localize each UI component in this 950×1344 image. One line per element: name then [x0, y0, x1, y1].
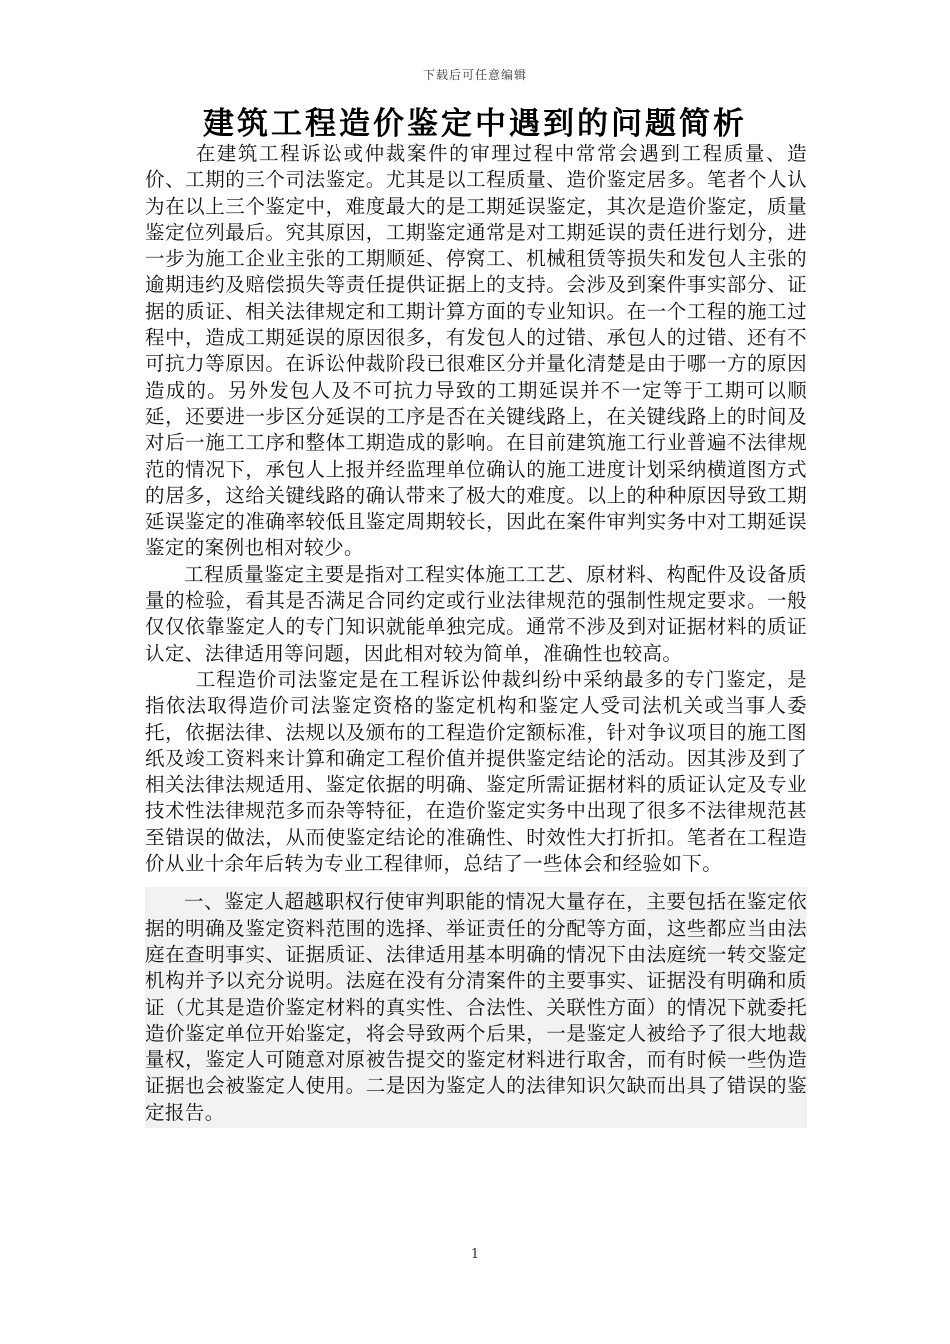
document-title: 建筑工程造价鉴定中遇到的问题简析 — [203, 106, 747, 142]
paragraph-quality-appraisal: 工程质量鉴定主要是指对工程实体施工工艺、原材料、构配件及设备质量的检验，看其是否满足合同约定或行业法律规范的强制性规定要求。一般仅仅依靠鉴定人的专门知识就能单独完成。通常不涉及到对证据材料的质证认定、法律适用等问题，因此相对较为简单，准确性也较高。 — [145, 562, 807, 665]
paragraph-cost-appraisal: 工程造价司法鉴定是在工程诉讼仲裁纠纷中采纳最多的专门鉴定，是指依法取得造价司法鉴定资格的鉴定机构和鉴定人受司法机关或当事人委托，依据法律、法规以及颁布的工程造价定额标准，针对争议项目的施工图纸及竣工资料来计算和确定工程价值并提供鉴定结论的活动。因其涉及到了相关法律法规适用、鉴定依据的明确、鉴定所需证据材料的质证认定及专业技术性法律规范多而杂等特征，在造价鉴定实务中出现了很多不法律规范甚至错误的做法，从而使鉴定结论的准确性、时效性大打折扣。笔者在工程造价从业十余年后转为专业工程律师，总结了一些体会和经验如下。 — [145, 667, 807, 876]
paragraph-issue-one: 一、鉴定人超越职权行使审判职能的情况大量存在，主要包括在鉴定依据的明确及鉴定资料范围的选择、举证责任的分配等方面，这些都应当由法庭在查明事实、证据质证、法律适用基本明确的情况下由法庭统一转交鉴定机构并予以充分说明。法庭在没有分清案件的主要事实、证据没有明确和质证（尤其是造价鉴定材料的真实性、合法性、关联性方面）的情况下就委托造价鉴定单位开始鉴定，将会导致两个后果，一是鉴定人被给予了很大地裁量权，鉴定人可随意对原被告提交的鉴定材料进行取舍，而有时候一些伪造证据也会被鉴定人使用。二是因为鉴定人的法律知识欠缺而出具了错误的鉴定报告。 — [145, 887, 807, 1128]
header-note: 下载后可任意编辑 — [422, 68, 527, 82]
document-body — [145, 141, 807, 1128]
page-number: 1 — [470, 1247, 480, 1262]
paragraph-schedule-delay-appraisal: 在建筑工程诉讼或仲裁案件的审理过程中常常会遇到工程质量、造价、工期的三个司法鉴定。尤其是以工程质量、造价鉴定居多。笔者个人认为在以上三个鉴定中，难度最大的是工期延误鉴定，其次是造价鉴定，质量鉴定位列最后。究其原因，工期鉴定通常是对工期延误的责任进行划分，进一步为施工企业主张的工期顺延、停窝工、机械租赁等损失和发包人主张的逾期违约及赔偿损失等责任提供证据上的支持。会涉及到案件事实部分、证据的质证、相关法律规定和工期计算方面的专业知识。在一个工程的施工过程中，造成工期延误的原因很多，有发包人的过错、承包人的过错、还有不可抗力等原因。在诉讼仲裁阶段已很难区分并量化清楚是由于哪一方的原因造成的。另外发包人及不可抗力导致的工期延误并不一定等于工期可以顺延，还要进一步区分延误的工序是否在关键线路上，在关键线路上的时间及对后一施工工序和整体工期造成的影响。在目前建筑施工行业普遍不法律规范的情况下，承包人上报并经监理单位确认的施工进度计划采纳横道图方式的居多，这给关键线路的确认带来了极大的难度。以上的种种原因导致工期延误鉴定的准确率较低且鉴定周期较长，因此在案件审判实务中对工期延误鉴定的案例也相对较少。 — [145, 142, 807, 560]
